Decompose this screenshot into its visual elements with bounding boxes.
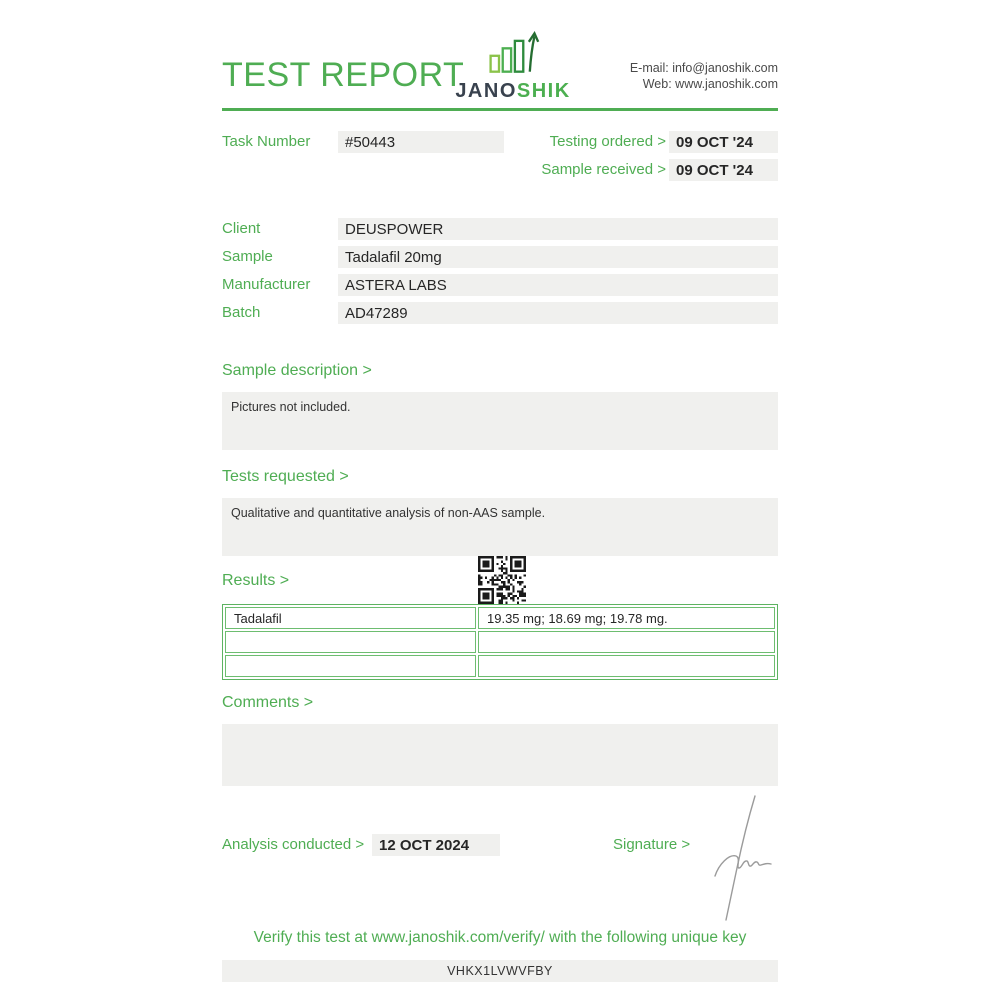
sample-received-label: Sample received > bbox=[541, 161, 666, 178]
manufacturer-value: ASTERA LABS bbox=[338, 274, 778, 296]
bar-chart-growth-icon bbox=[485, 31, 541, 75]
table-row bbox=[225, 631, 775, 653]
result-analyte-cell bbox=[225, 631, 476, 653]
page-title: TEST REPORT bbox=[222, 56, 465, 94]
comments-heading: Comments > bbox=[222, 694, 314, 711]
email-label: E-mail: bbox=[629, 61, 669, 75]
table-row bbox=[225, 607, 775, 629]
testing-ordered-label: Testing ordered > bbox=[549, 133, 666, 150]
qr-code bbox=[478, 556, 526, 604]
contact-email-row bbox=[630, 60, 778, 76]
result-value-cell bbox=[478, 655, 775, 677]
logo-text-secondary: SHIK bbox=[516, 80, 571, 102]
task-number-value: #50443 bbox=[338, 131, 504, 153]
batch-value: AD47289 bbox=[338, 302, 778, 324]
result-analyte-cell: Tadalafil bbox=[225, 607, 476, 629]
signature-image bbox=[695, 792, 775, 924]
web-value: www.janoshik.com bbox=[675, 77, 778, 91]
client-label: Client bbox=[222, 220, 261, 237]
results-heading: Results > bbox=[222, 572, 290, 589]
logo-text-primary: JANO bbox=[455, 80, 517, 102]
table-row bbox=[225, 655, 775, 677]
signature-label: Signature > bbox=[613, 836, 691, 853]
sample-value: Tadalafil 20mg bbox=[338, 246, 778, 268]
client-value: DEUSPOWER bbox=[338, 218, 778, 240]
manufacturer-label: Manufacturer bbox=[222, 276, 311, 293]
result-value-cell bbox=[478, 631, 775, 653]
logo-wordmark bbox=[448, 80, 578, 103]
header-divider bbox=[222, 108, 778, 111]
unique-key-value: VHKX1LVWVFBY bbox=[222, 960, 778, 982]
sample-label: Sample bbox=[222, 248, 273, 265]
contact-web-row bbox=[630, 76, 778, 92]
sample-description-box: Pictures not included. bbox=[222, 392, 778, 450]
comments-box bbox=[222, 724, 778, 786]
batch-label: Batch bbox=[222, 304, 261, 321]
sample-description-heading: Sample description > bbox=[222, 362, 372, 379]
contact-block bbox=[630, 60, 778, 92]
email-value: info@janoshik.com bbox=[672, 61, 778, 75]
sample-received-value: 09 OCT '24 bbox=[669, 159, 778, 181]
verify-text: Verify this test at www.janoshik.com/verify/ with the following unique key bbox=[253, 929, 747, 946]
analysis-conducted-label: Analysis conducted > bbox=[222, 836, 365, 853]
result-analyte-cell bbox=[225, 655, 476, 677]
result-value-cell: 19.35 mg; 18.69 mg; 19.78 mg. bbox=[478, 607, 775, 629]
task-number-label: Task Number bbox=[222, 133, 311, 150]
tests-requested-heading: Tests requested > bbox=[222, 468, 349, 485]
analysis-conducted-value: 12 OCT 2024 bbox=[372, 834, 500, 856]
results-table bbox=[222, 604, 778, 680]
testing-ordered-value: 09 OCT '24 bbox=[669, 131, 778, 153]
web-label: Web: bbox=[642, 77, 672, 91]
tests-requested-box: Qualitative and quantitative analysis of non-AAS sample. bbox=[222, 498, 778, 556]
company-logo bbox=[448, 31, 578, 103]
